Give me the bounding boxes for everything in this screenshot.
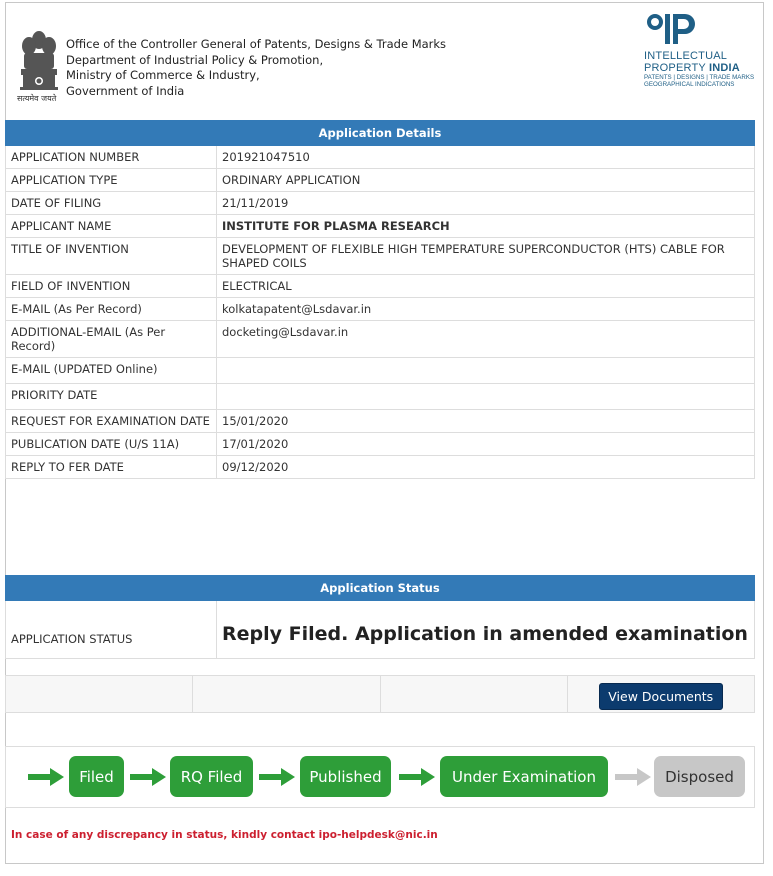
row-value: ORDINARY APPLICATION: [217, 169, 755, 192]
status-label: APPLICATION STATUS: [6, 601, 217, 659]
empty-cell: [193, 676, 380, 712]
ip-india-logo-text: [644, 50, 754, 88]
row-value: 21/11/2019: [217, 192, 755, 215]
row-value: INSTITUTE FOR PLASMA RESEARCH: [217, 215, 755, 238]
table-row: [6, 238, 755, 275]
table-row: [6, 433, 755, 456]
details-heading: Application Details: [6, 121, 755, 146]
table-row: [6, 215, 755, 238]
documents-row: [5, 675, 755, 713]
row-label: PRIORITY DATE: [6, 384, 217, 410]
row-value: 201921047510: [217, 146, 755, 169]
table-row: [6, 321, 755, 358]
arrow-right-icon: [615, 768, 651, 786]
view-documents-button[interactable]: View Documents: [599, 683, 723, 710]
row-label: E-MAIL (As Per Record): [6, 298, 217, 321]
arrow-right-icon: [399, 768, 435, 786]
table-row: [6, 192, 755, 215]
arrow-right-icon: [28, 768, 64, 786]
row-label: PUBLICATION DATE (U/S 11A): [6, 433, 217, 456]
office-line: Office of the Controller General of Patents, Designs & Trade Marks: [66, 37, 447, 51]
row-value: 15/01/2020: [217, 410, 755, 433]
row-value: docketing@Lsdavar.in: [217, 321, 755, 358]
office-name-block: [66, 37, 446, 99]
table-row: [6, 601, 755, 659]
emblem-caption: सत्यमेव जयते: [17, 94, 57, 103]
row-label: TITLE OF INVENTION: [6, 238, 217, 275]
table-row: [6, 146, 755, 169]
row-value: [217, 384, 755, 410]
table-row: [6, 410, 755, 433]
empty-cell: [6, 676, 193, 712]
table-row: [6, 384, 755, 410]
office-line: Department of Industrial Policy & Promotion,: [66, 52, 324, 67]
status-flow: [5, 746, 755, 808]
logo-line: PATENTS | DESIGNS | TRADE MARKS: [644, 74, 755, 81]
row-value: ELECTRICAL: [217, 275, 755, 298]
application-status-table: [5, 575, 755, 659]
row-label: REQUEST FOR EXAMINATION DATE: [6, 410, 217, 433]
office-line: Ministry of Commerce & Industry,: [66, 68, 260, 82]
row-value: 09/12/2020: [217, 456, 755, 479]
flow-step-filed: Filed: [69, 756, 124, 797]
empty-cell: [381, 676, 568, 712]
arrow-right-icon: [259, 768, 295, 786]
row-value: 17/01/2020: [217, 433, 755, 456]
table-row: [6, 169, 755, 192]
row-value: DEVELOPMENT OF FLEXIBLE HIGH TEMPERATURE SUPERCONDUCTOR (HTS) CABLE FOR SHAPED COILS: [217, 238, 755, 275]
row-label: FIELD OF INVENTION: [6, 275, 217, 298]
status-heading: Application Status: [6, 576, 755, 601]
row-value: [217, 358, 755, 384]
row-label: APPLICATION NUMBER: [6, 146, 217, 169]
row-label: REPLY TO FER DATE: [6, 456, 217, 479]
arrow-right-icon: [130, 768, 166, 786]
view-documents-cell: [568, 676, 754, 712]
table-row: [6, 358, 755, 384]
flow-step-rq-filed: RQ Filed: [170, 756, 253, 797]
logo-line: GEOGRAPHICAL INDICATIONS: [644, 81, 735, 88]
table-row: [6, 298, 755, 321]
table-row: [6, 456, 755, 479]
flow-step-published: Published: [300, 756, 391, 797]
discrepancy-notice: In case of any discrepancy in status, kindly contact ipo-helpdesk@nic.in: [11, 829, 438, 841]
logo-line: PROPERTY INDIA: [644, 62, 740, 74]
row-label: E-MAIL (UPDATED Online): [6, 358, 217, 384]
row-value: kolkatapatent@Lsdavar.in: [217, 298, 755, 321]
flow-step-under-examination: Under Examination: [440, 756, 608, 797]
office-line: Government of India: [66, 83, 185, 98]
row-label: APPLICATION TYPE: [6, 169, 217, 192]
table-row: [6, 275, 755, 298]
row-label: ADDITIONAL-EMAIL (As Per Record): [6, 321, 217, 358]
status-value: Reply Filed. Application in amended examination: [217, 601, 755, 659]
application-details-table: [5, 120, 755, 479]
row-label: APPLICANT NAME: [6, 215, 217, 238]
logo-line: INTELLECTUAL: [644, 50, 728, 62]
row-label: DATE OF FILING: [6, 192, 217, 215]
flow-step-disposed: Disposed: [654, 756, 745, 797]
